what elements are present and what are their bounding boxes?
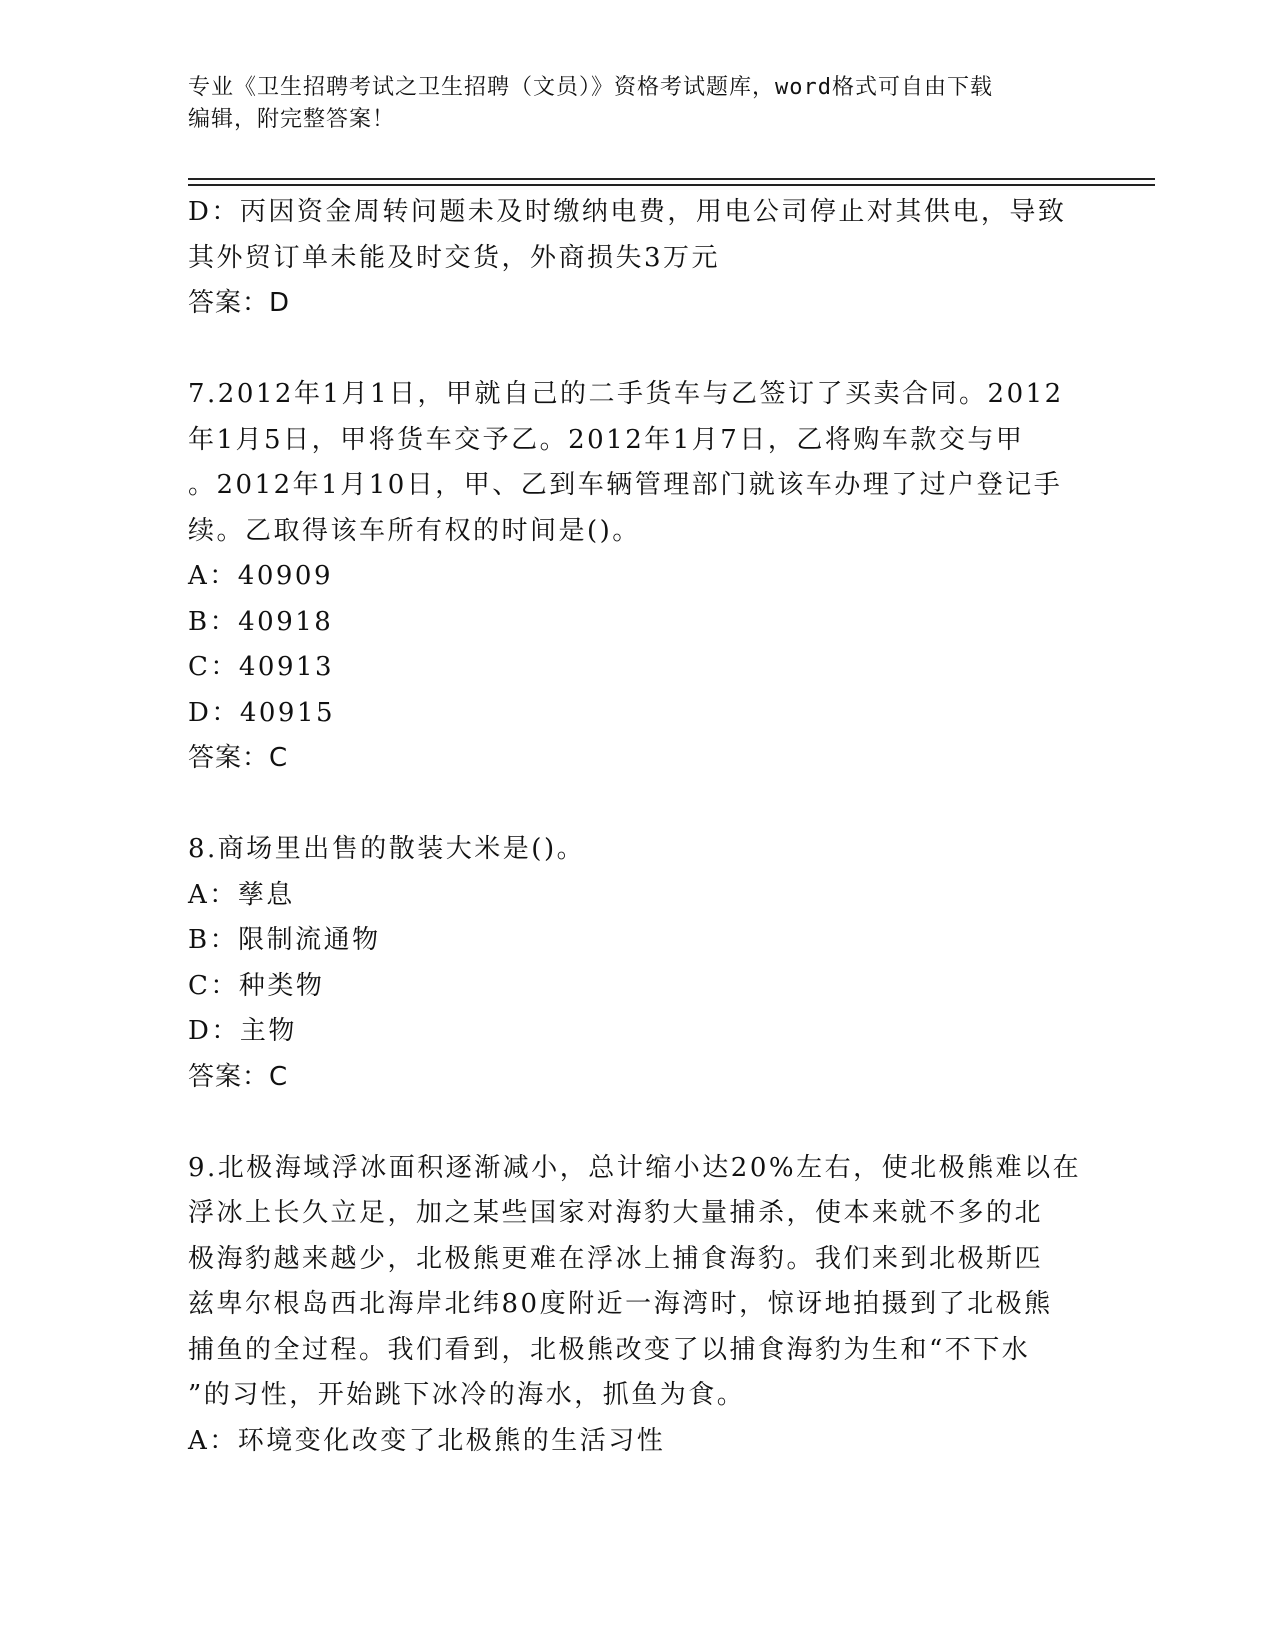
header-divider-bottom xyxy=(188,184,1155,186)
spacer xyxy=(188,327,1088,373)
header-line-1: 专业《卫生招聘考试之卫生招聘（文员）》资格考试题库，word格式可自由下载 xyxy=(188,75,993,100)
spacer xyxy=(188,1100,1088,1146)
question-content xyxy=(188,190,1088,1464)
question-6-tail xyxy=(188,190,1088,327)
header-line-2: 编辑，附完整答案！ xyxy=(188,107,396,132)
document-header xyxy=(188,72,1068,136)
q9-stem-line-5: 捕鱼的全过程。我们看到，北极熊改变了以捕食海豹为生和“不下水 xyxy=(188,1334,1031,1365)
q9-stem-line-4: 兹卑尔根岛西北海岸北纬80度附近一海湾时，惊讶地拍摄到了北极熊 xyxy=(188,1289,1053,1319)
q7-stem-line-4: 续。乙取得该车所有权的时间是()。 xyxy=(188,515,641,546)
q7-option-a: A：40909 xyxy=(188,561,333,591)
q8-option-d: D：主物 xyxy=(188,1016,297,1046)
q9-option-a: A：环境变化改变了北极熊的生活习性 xyxy=(188,1425,666,1456)
q7-option-d: D：40915 xyxy=(188,697,336,728)
question-7 xyxy=(188,372,1088,782)
q6-answer: 答案：D xyxy=(188,288,291,318)
q7-option-c: C：40913 xyxy=(188,652,335,682)
q9-stem-line-2: 浮冰上长久立足，加之某些国家对海豹大量捕杀，使本来就不多的北 xyxy=(188,1198,1044,1228)
spacer xyxy=(188,782,1088,828)
q9-stem-line-1: 9.北极海域浮冰面积逐渐减小，总计缩小达20%左右，使北极熊难以在 xyxy=(188,1152,1082,1183)
q6-option-d-line-1: D：丙因资金周转问题未及时缴纳电费，用电公司停止对其供电，导致 xyxy=(188,197,1067,227)
q9-stem-line-6: ”的习性，开始跳下冰冷的海水，抓鱼为食。 xyxy=(188,1380,746,1410)
q8-option-a: A：孳息 xyxy=(188,879,295,910)
q8-option-b: B：限制流通物 xyxy=(188,925,381,955)
q7-stem-line-1: 7.2012年1月1日，甲就自己的二手货车与乙签订了买卖合同。2012 xyxy=(188,379,1064,409)
question-9 xyxy=(188,1146,1088,1465)
q6-option-d-line-2: 其外贸订单未能及时交货，外商损失3万元 xyxy=(188,242,721,273)
q8-option-c: C：种类物 xyxy=(188,970,325,1001)
q8-stem: 8.商场里出售的散装大米是()。 xyxy=(188,834,586,864)
q7-option-b: B：40918 xyxy=(188,606,334,637)
question-8 xyxy=(188,827,1088,1100)
header-divider-top xyxy=(188,178,1155,180)
q8-answer: 答案：C xyxy=(188,1061,289,1092)
q7-answer: 答案：C xyxy=(188,743,289,773)
q9-stem-line-3: 极海豹越来越少，北极熊更难在浮冰上捕食海豹。我们来到北极斯匹 xyxy=(188,1243,1044,1274)
q7-stem-line-2: 年1月5日，甲将货车交予乙。2012年1月7日，乙将购车款交与甲 xyxy=(188,424,1025,455)
q7-stem-line-3: 。2012年1月10日，甲、乙到车辆管理部门就该车办理了过户登记手 xyxy=(188,470,1063,500)
